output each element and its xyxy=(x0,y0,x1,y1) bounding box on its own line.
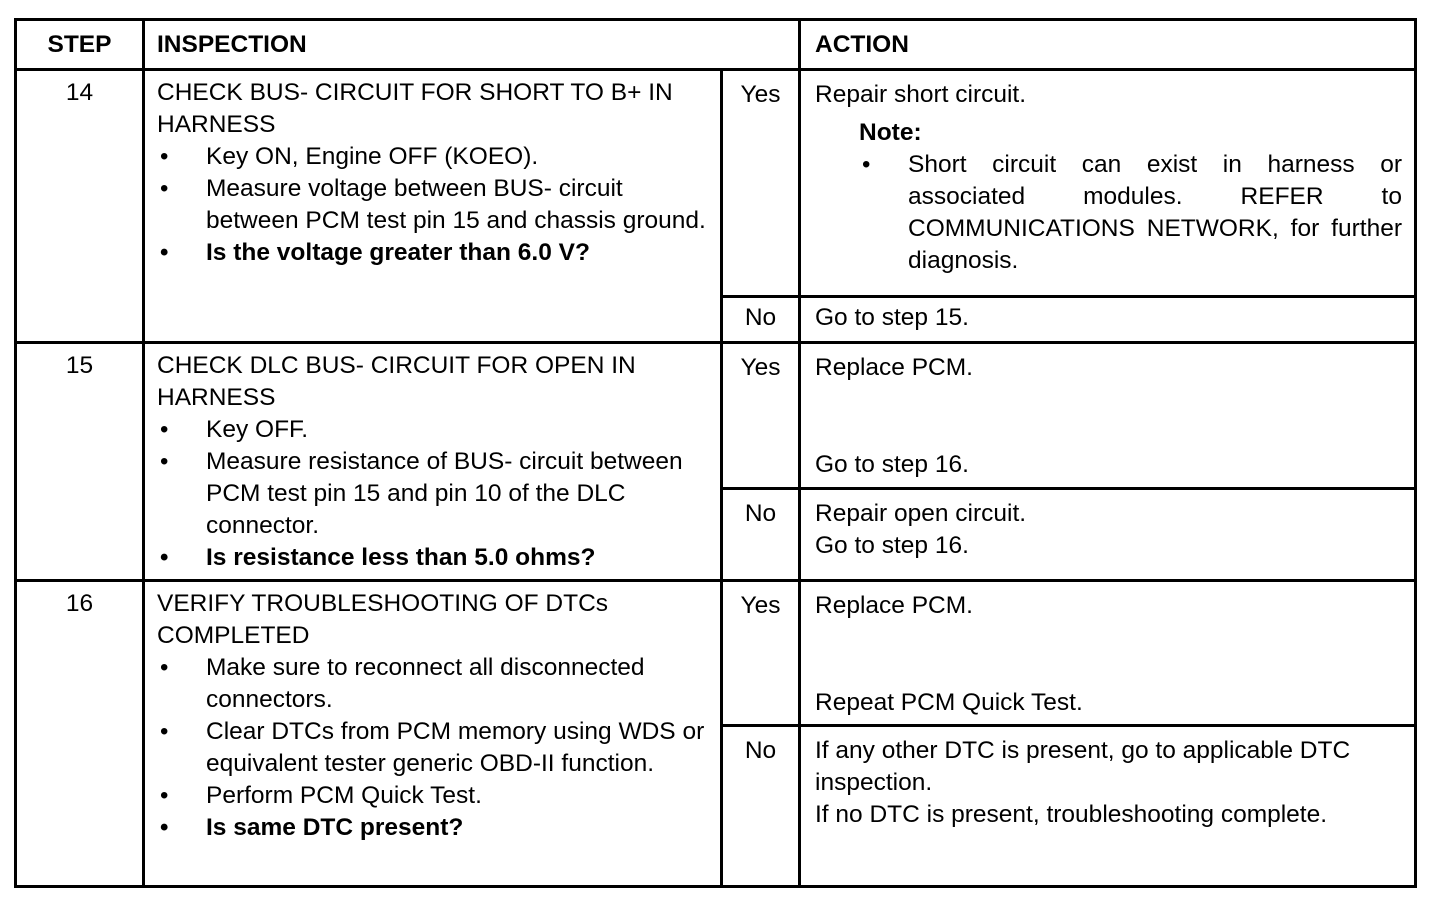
answer-yes: Yes xyxy=(722,581,800,726)
answer-no: No xyxy=(722,488,800,581)
table-row xyxy=(16,342,1416,488)
header-row xyxy=(16,20,1416,70)
inspection-title: VERIFY TROUBLESHOOTING OF DTCs COMPLETED xyxy=(157,590,609,650)
inspection-bullet: • Clear DTCs from PCM memory using WDS or equivalent tester generic OBD-II function. xyxy=(157,716,706,780)
action-no xyxy=(800,488,1416,581)
action-yes xyxy=(800,581,1416,726)
header-step: STEP xyxy=(16,20,144,70)
inspection-cell xyxy=(144,342,722,580)
action-line: Repair short circuit. xyxy=(815,81,1027,109)
answer-no: No xyxy=(722,726,800,887)
inspection-bullet: • Make sure to reconnect all disconnected connectors. xyxy=(157,652,706,716)
inspection-bullet: • Perform PCM Quick Test. xyxy=(157,780,706,812)
action-no xyxy=(800,726,1416,887)
action-line: Repeat PCM Quick Test. xyxy=(815,689,1083,717)
answer-yes: Yes xyxy=(722,342,800,488)
answer-no: No xyxy=(722,296,800,342)
action-no xyxy=(800,296,1416,342)
inspection-bullet: • Measure resistance of BUS- circuit between PCM test pin 15 and pin 10 of the DLC connector. xyxy=(157,446,706,542)
step-number: 15 xyxy=(16,342,144,580)
step-number: 14 xyxy=(16,70,144,343)
action-yes xyxy=(800,342,1416,488)
table-row xyxy=(16,581,1416,726)
inspection-bullet: • Key ON, Engine OFF (KOEO). xyxy=(157,141,706,173)
header-inspection: INSPECTION xyxy=(144,20,800,70)
inspection-title: CHECK BUS- CIRCUIT FOR SHORT TO B+ IN HARNESS xyxy=(157,79,673,139)
inspection-bullets xyxy=(157,141,706,269)
note-label: Note: xyxy=(859,119,922,147)
inspection-title: CHECK DLC BUS- CIRCUIT FOR OPEN IN HARNESS xyxy=(157,351,636,411)
inspection-bullets xyxy=(157,414,706,574)
action-yes xyxy=(800,70,1416,296)
action-line: If no DTC is present, troubleshooting complete. xyxy=(815,801,1328,829)
action-line: Go to step 15. xyxy=(815,303,969,331)
header-action: ACTION xyxy=(800,20,1416,70)
inspection-cell xyxy=(144,581,722,887)
inspection-table xyxy=(14,18,1417,888)
action-line: If any other DTC is present, go to applicable DTC inspection. xyxy=(815,737,1351,797)
action-line: Repair open circuit. xyxy=(815,499,1027,527)
inspection-bullets xyxy=(157,652,706,844)
action-line: Go to step 16. xyxy=(815,450,969,478)
answer-yes: Yes xyxy=(722,70,800,296)
inspection-question: • Is same DTC present? xyxy=(157,812,706,844)
table-row xyxy=(16,70,1416,296)
inspection-bullet: • Key OFF. xyxy=(157,414,706,446)
inspection-question: • Is resistance less than 5.0 ohms? xyxy=(157,542,706,574)
action-line: Replace PCM. xyxy=(815,353,973,381)
inspection-question: • Is the voltage greater than 6.0 V? xyxy=(157,237,706,269)
step-number: 16 xyxy=(16,581,144,887)
inspection-bullet: • Measure voltage between BUS- circuit between PCM test pin 15 and chassis ground. xyxy=(157,173,706,237)
note-bullet: • Short circuit can exist in harness or associated modules. REFER to COMMUNICATIONS NETWORK, for further diagnosis. xyxy=(859,149,1402,277)
action-line: Replace PCM. xyxy=(815,592,973,620)
inspection-cell xyxy=(144,70,722,343)
note-bullets xyxy=(859,149,1402,277)
action-line: Go to step 16. xyxy=(815,531,969,559)
